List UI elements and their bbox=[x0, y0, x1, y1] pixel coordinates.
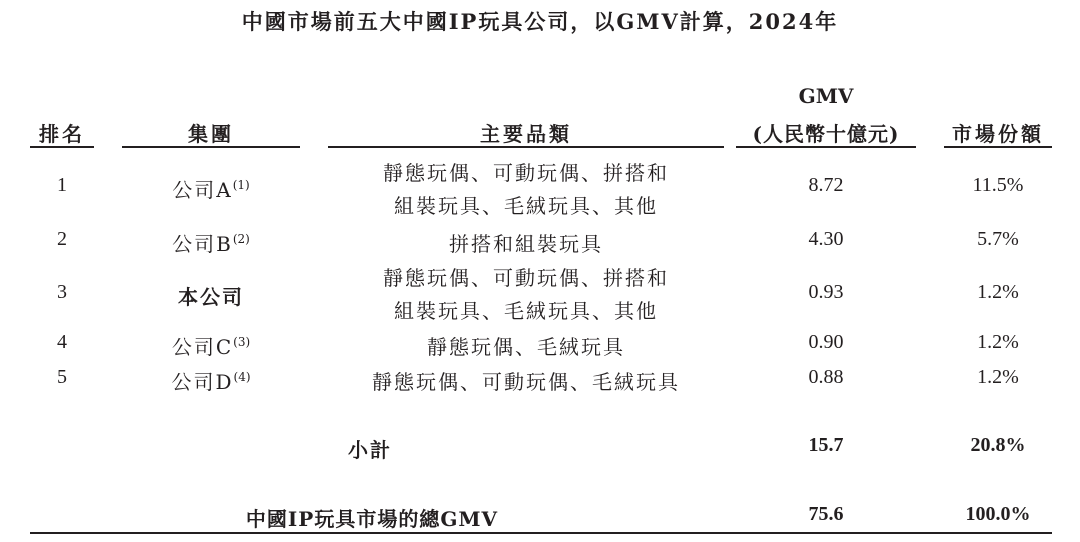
row3-gmv: 0.93 bbox=[808, 281, 844, 303]
header-category: 主要品類 bbox=[480, 122, 572, 146]
row4-share: 1.2% bbox=[977, 331, 1019, 353]
row4-note: (3) bbox=[233, 335, 251, 349]
row2-gmv: 4.30 bbox=[808, 228, 844, 250]
row2-company: 公司$B^{(2)}$ bbox=[172, 232, 250, 256]
row1-note: (1) bbox=[232, 178, 250, 192]
row4-gmv: 0.90 bbox=[808, 331, 844, 353]
row3-share: 1.2% bbox=[977, 281, 1019, 303]
row3-company: 本公司 bbox=[178, 285, 244, 309]
header-rule-gmv bbox=[736, 146, 916, 148]
row5-gmv: 0.88 bbox=[808, 366, 844, 388]
row5-note: (4) bbox=[233, 370, 251, 384]
subtotal-gmv: 15.7 bbox=[808, 434, 844, 456]
header-rule-group bbox=[122, 146, 300, 148]
row5-share: 1.2% bbox=[977, 366, 1019, 388]
row2-rank: 2 bbox=[57, 228, 67, 250]
header-rank: 排名 bbox=[39, 122, 85, 146]
row3-category-line2: 組裝玩具、毛絨玩具、其他 bbox=[394, 299, 658, 323]
row2-note: (2) bbox=[232, 232, 250, 246]
row1-category-line2: 組裝玩具、毛絨玩具、其他 bbox=[394, 194, 658, 218]
header-rule-share bbox=[944, 146, 1052, 148]
row4-company: 公司$C^{(3)}$ bbox=[171, 335, 251, 359]
subtotal-label: 小計 bbox=[348, 438, 392, 462]
row1-share: 11.5% bbox=[972, 174, 1024, 196]
header-gmv-line2: (人民幣十億元) bbox=[752, 122, 900, 146]
row1-company: 公司$A^{(1)}$ bbox=[172, 178, 250, 202]
subtotal-share: 20.8% bbox=[970, 434, 1026, 456]
row1-category-line1: 靜態玩偶、可動玩偶、拼搭和 bbox=[383, 161, 669, 185]
row5-rank: 5 bbox=[57, 366, 67, 388]
table-title: 中國市場前五大中國IP玩具公司，以GMV計算，2024年 bbox=[241, 9, 839, 34]
row5-category: 靜態玩偶、可動玩偶、毛絨玩具 bbox=[372, 370, 680, 394]
total-share: 100.0% bbox=[965, 503, 1031, 525]
header-rule-category bbox=[328, 146, 724, 148]
header-rule-rank bbox=[30, 146, 94, 148]
header-group: 集團 bbox=[188, 122, 234, 146]
row3-category-line1: 靜態玩偶、可動玩偶、拼搭和 bbox=[383, 266, 669, 290]
total-gmv: 75.6 bbox=[808, 503, 844, 525]
row2-category: 拼搭和組裝玩具 bbox=[449, 232, 603, 256]
header-market-share: 市場份額 bbox=[952, 122, 1044, 146]
row4-rank: 4 bbox=[57, 331, 67, 353]
row1-gmv: 8.72 bbox=[808, 174, 844, 196]
total-label: 中國IP玩具市場的總GMV bbox=[245, 507, 499, 531]
row4-category: 靜態玩偶、毛絨玩具 bbox=[427, 335, 625, 359]
row2-share: 5.7% bbox=[977, 228, 1019, 250]
row5-company: 公司$D^{(4)}$ bbox=[171, 370, 251, 394]
header-gmv-line1: GMV bbox=[798, 84, 854, 108]
row3-rank: 3 bbox=[57, 281, 67, 303]
row1-rank: 1 bbox=[57, 174, 67, 196]
table-bottom-rule bbox=[30, 532, 1052, 534]
